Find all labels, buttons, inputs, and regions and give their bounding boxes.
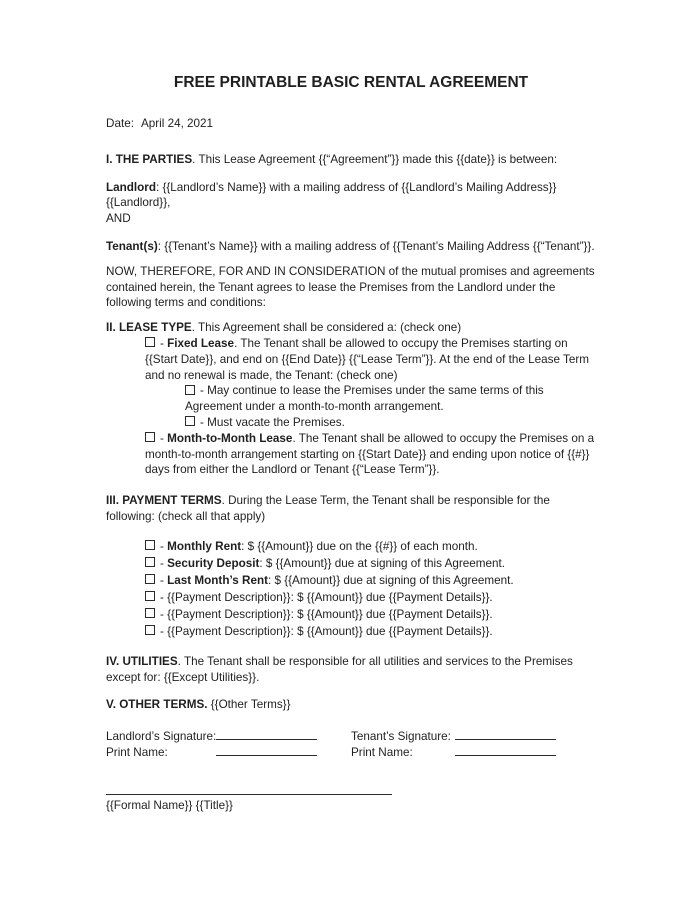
checkbox-icon[interactable] [145,540,155,550]
checkbox-dash: - [160,624,168,638]
signature-block [106,726,596,758]
consideration-paragraph: NOW, THEREFORE, FOR AND IN CONSIDERATION of the mutual promises and agreements contained herein, the Tenant agrees to lease the Premises from the Landlord under the following terms and conditions: [106,264,595,310]
may-continue-text: May continue to lease the Premises under the same terms of this Agreement under a month-to-month arrangement. [185,384,544,414]
landlord-text: : {{Landlord’s Name}} with a mailing address of {{Landlord’s Mailing Address}} {{Landlord}}, [106,180,557,210]
date-value: April 24, 2021 [140,117,214,130]
payment-text: : $ {{Amount}} due at signing of this Agreement. [259,556,505,570]
checkbox-icon[interactable] [145,608,155,618]
fixed-lease-text: . The Tenant shall be allowed to occupy the Premises starting on {{Start Date}}, and end on {{End Date}} {{“Lease Term”}}. At the end of the Lease Term and no renewal is made, the Tenant: (check one) [145,336,590,382]
utilities-heading: IV. UTILITIES [106,654,178,668]
landlord-label: Landlord [106,180,156,194]
landlord-print-name-row [106,742,333,758]
tenant-signature-column [351,726,578,758]
landlord-signature-label: Landlord’s Signature: [106,730,217,744]
parties-heading: I. THE PARTIES [106,152,193,166]
print-name-label: Print Name: [351,746,413,760]
other-terms-heading: V. OTHER TERMS. [106,698,208,712]
lease-type-intro: . This Agreement shall be considered a: (check one) [191,321,462,335]
section-utilities [106,654,596,686]
payment-items-list [106,538,596,640]
section-other-terms [106,697,596,713]
landlord-signature-column [106,726,333,758]
tenant-signature-row [351,726,578,742]
lease-type-heading-row [106,320,596,336]
other-terms-text: {{Other Terms}} [207,698,291,712]
payment-text: {{Payment Description}}: $ {{Amount}} due {{Payment Details}}. [167,607,493,621]
tenant-label: Tenant(s) [106,239,158,253]
month-to-month-text: . The Tenant shall be allowed to occupy the Premises on a month-to-month arrangement starting on {{Start Date}} and ending upon notice of {{#}} days from either the Landlord or Tenant {{“Lease Term”}}. [145,431,595,477]
landlord-paragraph [106,180,596,227]
checkbox-dash: - [160,556,168,570]
checkbox-icon[interactable] [185,385,195,395]
checkbox-dash: - [160,607,168,621]
checkbox-item-security-deposit [145,555,596,572]
checkbox-dash: - [200,415,208,429]
checkbox-dash: - [200,384,208,398]
lease-type-heading: II. LEASE TYPE [106,321,192,335]
month-to-month-label: Month-to-Month Lease [167,431,293,445]
parties-intro: . This Lease Agreement {{“Agreement”}} made this {{date}} is between: [192,152,558,166]
footer-signature [106,794,596,814]
date-row [106,116,596,132]
fixed-lease-label: Fixed Lease [167,336,235,350]
checkbox-dash: - [160,431,168,445]
landlord-signature-row [106,726,333,742]
tenant-signature-line[interactable] [455,726,556,740]
checkbox-item-payment-description-2 [145,606,596,623]
checkbox-item-may-continue [185,383,596,415]
payment-terms-intro: . During the Lease Term, the Tenant shall be responsible for the following: (check all that apply) [106,494,550,523]
date-label: Date: [106,117,134,130]
checkbox-item-must-vacate [185,415,596,431]
checkbox-dash: - [160,590,168,604]
checkbox-dash: - [160,336,168,350]
landlord-signature-line[interactable] [216,726,317,740]
checkbox-icon[interactable] [145,337,155,347]
payment-terms-heading-row [106,493,596,525]
footer-signature-label: {{Formal Name}} {{Title}} [106,799,233,813]
landlord-and: AND [106,212,131,226]
tenant-print-name-line[interactable] [455,742,556,756]
checkbox-item-fixed-lease [145,336,596,383]
tenant-text: : {{Tenant’s Name}} with a mailing address of {{Tenant’s Mailing Address {{“Tenant”}}. [157,239,595,253]
payment-text: : $ {{Amount}} due at signing of this Agreement. [268,573,514,587]
tenant-print-name-row [351,742,578,758]
payment-text: {{Payment Description}}: $ {{Amount}} due {{Payment Details}}. [167,624,493,638]
checkbox-icon[interactable] [145,591,155,601]
payment-terms-heading: III. PAYMENT TERMS [106,494,222,508]
checkbox-item-monthly-rent [145,538,596,555]
payment-text: : $ {{Amount}} due on the {{#}} of each month. [241,539,478,553]
section-payment-terms [106,493,596,640]
checkbox-icon[interactable] [145,557,155,567]
tenant-paragraph [106,239,596,255]
section-lease-type [106,320,596,478]
checkbox-item-last-months-rent [145,572,596,589]
payment-label: Last Month’s Rent [167,573,268,587]
tenant-signature-label: Tenant’s Signature: [351,730,451,744]
checkbox-item-month-to-month [145,431,596,478]
checkbox-item-payment-description-1 [145,589,596,606]
payment-label: Security Deposit [167,556,260,570]
section-parties-heading [106,152,596,168]
checkbox-icon[interactable] [145,625,155,635]
checkbox-item-payment-description-3 [145,623,596,640]
checkbox-icon[interactable] [185,416,195,426]
payment-text: {{Payment Description}}: $ {{Amount}} due {{Payment Details}}. [167,590,493,604]
payment-label: Monthly Rent [167,539,242,553]
landlord-print-name-line[interactable] [216,742,317,756]
checkbox-icon[interactable] [145,574,155,584]
must-vacate-text: Must vacate the Premises. [207,415,345,429]
checkbox-dash: - [160,539,168,553]
utilities-text: . The Tenant shall be responsible for all utilities and services to the Premises except for: {{Except Utilities}}. [106,654,573,684]
footer-signature-line[interactable] [106,794,392,795]
print-name-label: Print Name: [106,746,168,760]
checkbox-icon[interactable] [145,432,155,442]
checkbox-dash: - [160,573,168,587]
document-title: FREE PRINTABLE BASIC RENTAL AGREEMENT [173,74,529,91]
